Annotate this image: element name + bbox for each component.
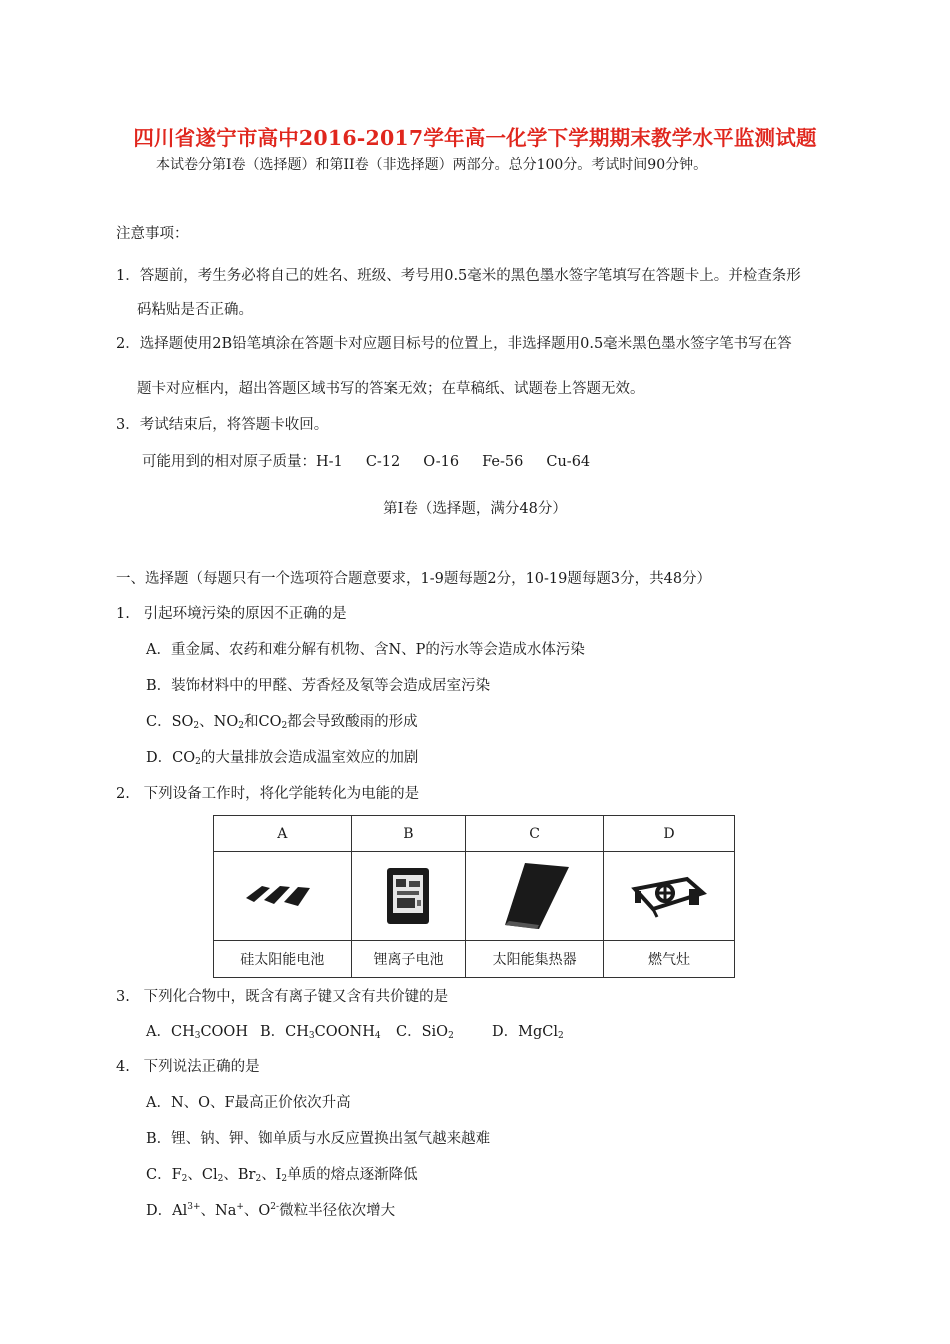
caption-b: 锂离子电池 bbox=[351, 941, 466, 978]
question-1-option-b: B．装饰材料中的甲醛、芳香烃及氡等会造成居室污染 bbox=[146, 678, 491, 694]
question-2-stem: 2. 下列设备工作时，将化学能转化为电能的是 bbox=[116, 786, 420, 802]
note-1-line-1: 1．答题前，考生务必将自己的姓名、班级、考号用0.5毫米的黑色墨水签字笔填写在答题卡上。并检查条形 bbox=[116, 268, 801, 284]
note-3: 3．考试结束后，将答题卡收回。 bbox=[116, 417, 329, 433]
question-1-option-a: A．重金属、农药和难分解有机物、含N、P的污水等会造成水体污染 bbox=[146, 642, 585, 658]
question-4-option-a: A．N、O、F最高正价依次升高 bbox=[146, 1095, 351, 1111]
note-1-line-2: 码粘贴是否正确。 bbox=[137, 302, 253, 318]
question-3-option-a: A．$CH_3COOH$ bbox=[146, 1024, 248, 1041]
header-c: C bbox=[466, 816, 604, 852]
note-2-line-2: 题卡对应框内，超出答题区域书写的答案无效；在草稿纸、试题卷上答题无效。 bbox=[137, 381, 645, 397]
question-4-option-c: C．$F_2$、$Cl_2$、$Br_2$、$I_2$单质的熔点逐渐降低 bbox=[146, 1167, 418, 1184]
gas-stove-icon bbox=[603, 852, 734, 941]
solar-panel-icon bbox=[214, 852, 352, 941]
battery-icon bbox=[351, 852, 466, 941]
question-3-option-c: C．SiO$_2$ bbox=[396, 1024, 454, 1041]
caption-d: 燃气灶 bbox=[603, 941, 734, 978]
header-b: B bbox=[351, 816, 466, 852]
solar-heater-icon bbox=[466, 852, 604, 941]
question-3-stem: 3. 下列化合物中，既含有离子键又含有共价键的是 bbox=[116, 989, 449, 1005]
header-a: A bbox=[214, 816, 352, 852]
question-4-option-d: D．$Al^{3+}$、Na+、$O^{2-}$微粒半径依次增大 bbox=[146, 1202, 396, 1219]
notes-heading: 注意事项： bbox=[116, 226, 189, 242]
question-4-option-b: B．锂、钠、钾、铷单质与水反应置换出氢气越来越难 bbox=[146, 1131, 491, 1147]
header-d: D bbox=[603, 816, 734, 852]
page-title: 四川省遂宁市高中2016-2017学年高一化学下学期期末教学水平监测试题 bbox=[133, 126, 817, 150]
question-1-option-c: C．$SO_2$、$NO_2$和$CO_2$都会导致酸雨的形成 bbox=[146, 714, 418, 731]
question-3-option-b: B．$CH_3COONH_4$ bbox=[260, 1024, 381, 1041]
question-1-stem: 1. 引起环境污染的原因不正确的是 bbox=[116, 606, 347, 622]
caption-c: 太阳能集热器 bbox=[466, 941, 604, 978]
question-1-option-d: D．$CO_2$的大量排放会造成温室效应的加剧 bbox=[146, 750, 419, 767]
note-2-line-1: 2．选择题使用2B铅笔填涂在答题卡对应题目标号的位置上，非选择题用0.5毫米黑色墨水签字笔书写在答 bbox=[116, 336, 792, 352]
caption-a: 硅太阳能电池 bbox=[214, 941, 352, 978]
atomic-masses: 可能用到的相对原子质量：H-1 C-12 O-16 Fe-56 Cu-64 bbox=[142, 454, 591, 470]
exam-intro: 本试卷分第Ⅰ卷（选择题）和第II卷（非选择题）两部分。总分100分。考试时间90分钟。 bbox=[156, 157, 708, 173]
section-1-heading: 一、选择题（每题只有一个选项符合题意要求，1-9题每题2分，10-19题每题3分，共48分） bbox=[116, 571, 712, 587]
question-4-stem: 4. 下列说法正确的是 bbox=[116, 1059, 260, 1075]
device-table bbox=[213, 815, 735, 978]
part-1-heading: 第Ⅰ卷（选择题，满分48分） bbox=[383, 501, 567, 517]
question-3-option-d: D．MgCl$_2$ bbox=[492, 1024, 564, 1041]
